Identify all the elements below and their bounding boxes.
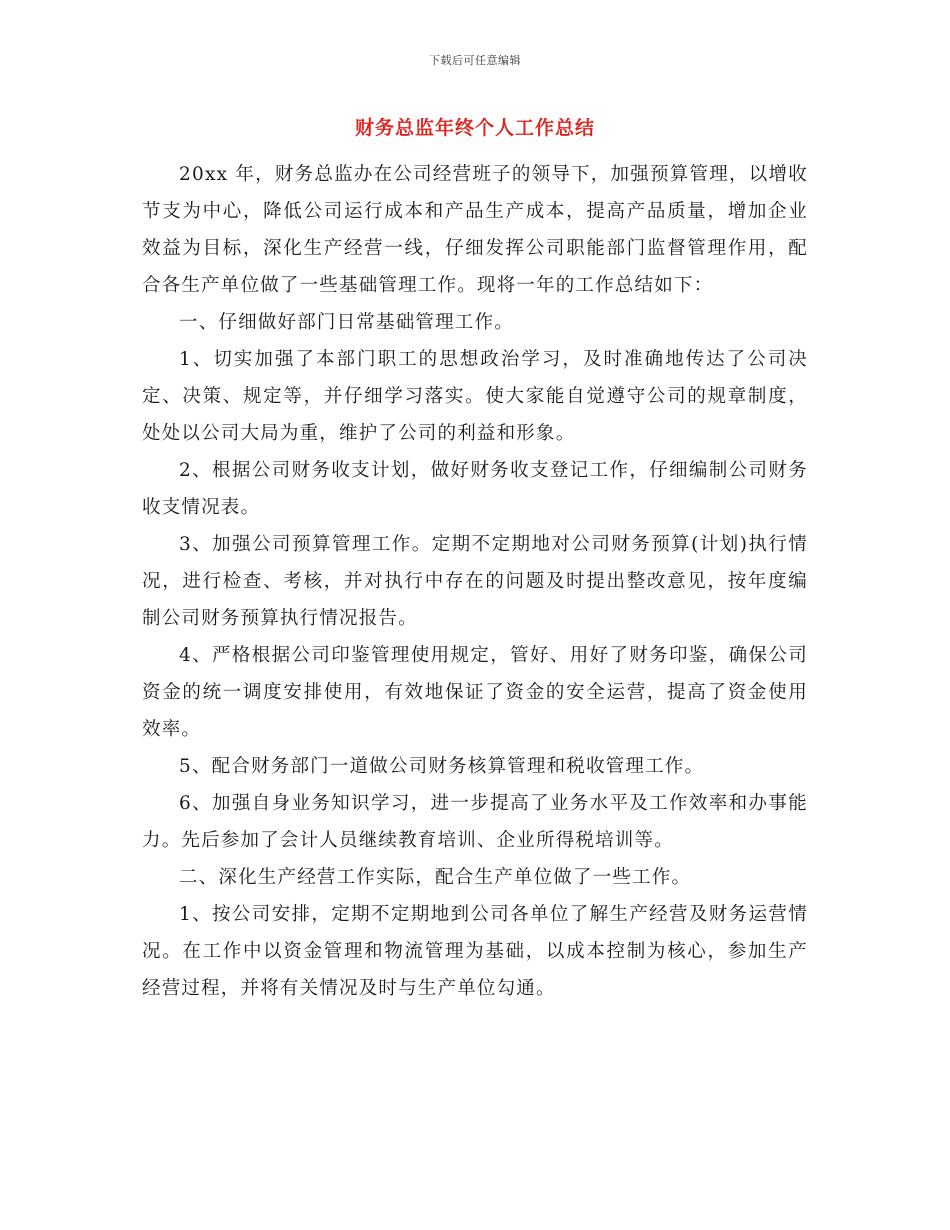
paragraph-1-2: 2、根据公司财务收支计划，做好财务收支登记工作，仔细编制公司财务收支情况表。: [142, 460, 808, 518]
paragraph-1-5: 5、配合财务部门一道做公司财务核算管理和税收管理工作。: [179, 756, 705, 777]
paragraph-1-1: 1、切实加强了本部门职工的思想政治学习，及时准确地传达了公司决定、决策、规定等，并仔细学习落实。使大家能自觉遵守公司的规章制度，处处以公司大局为重，维护了公司的利益和形象。: [142, 349, 808, 444]
paragraph-1-6: 6、加强自身业务知识学习，进一步提高了业务水平及工作效率和办事能力。先后参加了会计人员继续教育培训、企业所得税培训等。: [142, 793, 808, 851]
section-heading-1: 一、仔细做好部门日常基础管理工作。: [179, 312, 514, 333]
paragraph-1-3: 3、加强公司预算管理工作。定期不定期地对公司财务预算(计划)执行情况，进行检查、考核，并对执行中存在的问题及时提出整改意见，按年度编制公司财务预算执行情况报告。: [142, 534, 808, 629]
paragraph-2-1: 1、按公司安排，定期不定期地到公司各单位了解生产经营及财务运营情况。在工作中以资金管理和物流管理为基础，以成本控制为核心，参加生产经营过程，并将有关情况及时与生产单位勾通。: [142, 904, 808, 999]
section-heading-2: 二、深化生产经营工作实际，配合生产单位做了一些工作。: [179, 867, 692, 888]
document-body: [142, 156, 808, 1007]
paragraph-intro: 20xx 年，财务总监办在公司经营班子的领导下，加强预算管理，以增收节支为中心，降低公司运行成本和产品生产成本，提高产品质量，增加企业效益为目标，深化生产经营一线，仔细发挥公司职能部门监督管理作用，配合各生产单位做了一些基础管理工作。现将一年的工作总结如下：: [142, 164, 808, 296]
paragraph-1-4: 4、严格根据公司印鉴管理使用规定，管好、用好了财务印鉴，确保公司资金的统一调度安排使用，有效地保证了资金的安全运营，提高了资金使用效率。: [142, 645, 808, 740]
page-header: 下载后可任意编辑: [429, 54, 521, 67]
document-title: 财务总监年终个人工作总结: [354, 117, 595, 139]
